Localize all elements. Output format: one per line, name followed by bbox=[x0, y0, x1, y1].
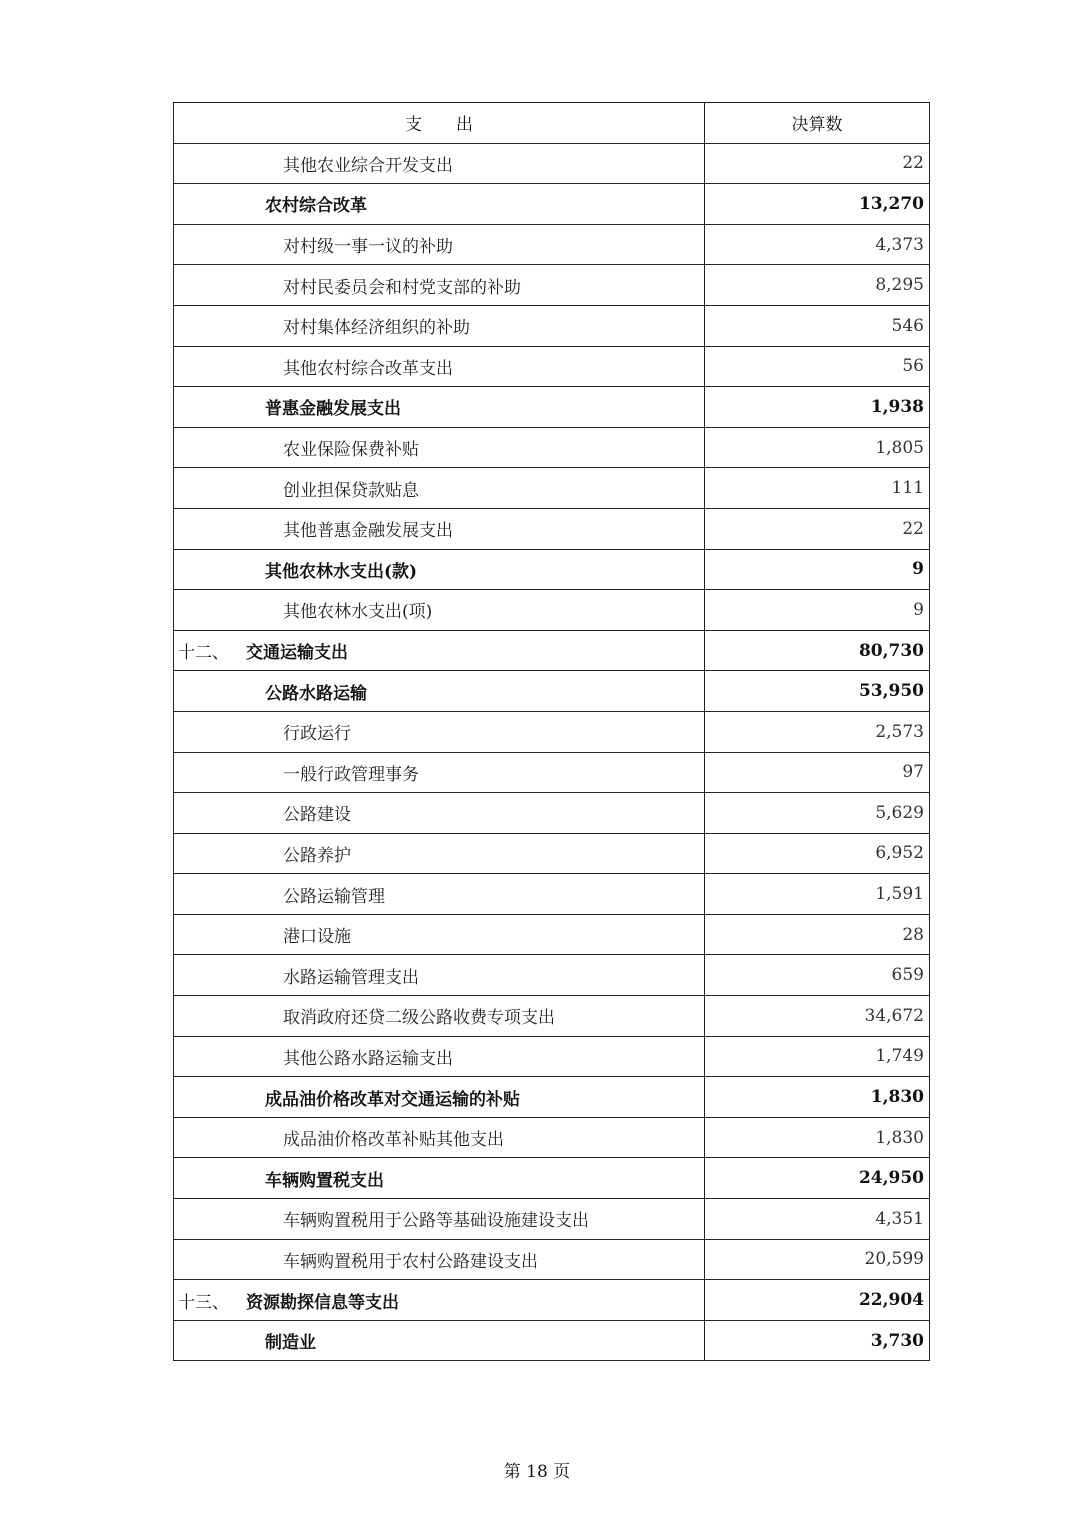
row-item-name bbox=[174, 914, 705, 955]
row-amount: 546 bbox=[705, 305, 930, 346]
row-item-name bbox=[174, 793, 705, 834]
table-row bbox=[174, 305, 930, 346]
row-item-label: 车辆购置税用于农村公路建设支出 bbox=[283, 1251, 538, 1272]
row-amount: 1,938 bbox=[705, 387, 930, 428]
table-row bbox=[174, 427, 930, 468]
row-item-name bbox=[174, 224, 705, 265]
row-item-label: 资源勘探信息等支出 bbox=[246, 1292, 399, 1313]
row-amount: 28 bbox=[705, 914, 930, 955]
row-item-label: 农村综合改革 bbox=[265, 196, 367, 217]
table-row bbox=[174, 630, 930, 671]
row-item-name bbox=[174, 1280, 705, 1321]
row-item-name bbox=[174, 305, 705, 346]
row-item-name bbox=[174, 508, 705, 549]
table-row bbox=[174, 224, 930, 265]
row-item-label: 其他农村综合改革支出 bbox=[283, 358, 453, 379]
row-amount: 1,749 bbox=[705, 1036, 930, 1077]
row-item-name bbox=[174, 1117, 705, 1158]
row-item-label: 一般行政管理事务 bbox=[283, 764, 419, 785]
row-item-label: 交通运输支出 bbox=[246, 643, 348, 664]
row-amount: 80,730 bbox=[705, 630, 930, 671]
row-item-name bbox=[174, 387, 705, 428]
row-item-name bbox=[174, 427, 705, 468]
row-item-name bbox=[174, 1077, 705, 1118]
page-number: 第 18 页 bbox=[503, 1462, 571, 1482]
row-item-label: 其他农业综合开发支出 bbox=[283, 155, 453, 176]
row-item-label: 水路运输管理支出 bbox=[283, 967, 419, 988]
row-item-name bbox=[174, 711, 705, 752]
row-item-label: 创业担保贷款贴息 bbox=[283, 480, 419, 501]
row-amount: 3,730 bbox=[705, 1320, 930, 1361]
table-row bbox=[174, 1158, 930, 1199]
row-item-name bbox=[174, 1036, 705, 1077]
row-item-label: 公路水路运输 bbox=[265, 683, 367, 704]
row-item-label: 其他普惠金融发展支出 bbox=[283, 521, 453, 542]
table-row bbox=[174, 833, 930, 874]
table-row bbox=[174, 184, 930, 225]
row-item-name bbox=[174, 996, 705, 1037]
row-amount: 4,351 bbox=[705, 1199, 930, 1240]
table-row bbox=[174, 711, 930, 752]
row-item-name bbox=[174, 1320, 705, 1361]
row-amount: 9 bbox=[705, 590, 930, 631]
row-item-label: 制造业 bbox=[265, 1333, 316, 1354]
table-row bbox=[174, 874, 930, 915]
row-item-name bbox=[174, 143, 705, 184]
table-row bbox=[174, 468, 930, 509]
row-item-label: 其他农林水支出(项) bbox=[283, 602, 433, 623]
table-row bbox=[174, 143, 930, 184]
row-amount: 34,672 bbox=[705, 996, 930, 1037]
row-item-name bbox=[174, 833, 705, 874]
table-row bbox=[174, 1036, 930, 1077]
row-item-label: 车辆购置税用于公路等基础设施建设支出 bbox=[283, 1211, 589, 1232]
row-amount: 56 bbox=[705, 346, 930, 387]
row-item-label: 公路养护 bbox=[283, 845, 351, 866]
table-row bbox=[174, 508, 930, 549]
table-row bbox=[174, 549, 930, 590]
row-amount: 1,591 bbox=[705, 874, 930, 915]
row-item-label: 成品油价格改革补贴其他支出 bbox=[283, 1130, 504, 1151]
row-item-name bbox=[174, 468, 705, 509]
table-row bbox=[174, 914, 930, 955]
table-row bbox=[174, 671, 930, 712]
row-item-name bbox=[174, 630, 705, 671]
row-item-name bbox=[174, 1158, 705, 1199]
row-amount: 1,805 bbox=[705, 427, 930, 468]
header-expenditure: 支 出 bbox=[174, 103, 705, 144]
header-final-amount: 决算数 bbox=[705, 103, 930, 144]
row-item-name bbox=[174, 1199, 705, 1240]
row-amount: 20,599 bbox=[705, 1239, 930, 1280]
row-item-name bbox=[174, 265, 705, 306]
row-amount: 659 bbox=[705, 955, 930, 996]
table-row bbox=[174, 1077, 930, 1118]
row-category-number: 十二、 bbox=[178, 643, 229, 664]
table-row bbox=[174, 1199, 930, 1240]
row-amount: 9 bbox=[705, 549, 930, 590]
row-amount: 6,952 bbox=[705, 833, 930, 874]
row-amount: 13,270 bbox=[705, 184, 930, 225]
row-item-label: 对村集体经济组织的补助 bbox=[283, 318, 470, 339]
row-amount: 53,950 bbox=[705, 671, 930, 712]
row-item-name bbox=[174, 590, 705, 631]
table-header-row bbox=[174, 103, 930, 144]
row-item-label: 其他公路水路运输支出 bbox=[283, 1048, 453, 1069]
row-amount: 1,830 bbox=[705, 1077, 930, 1118]
row-amount: 97 bbox=[705, 752, 930, 793]
table-row bbox=[174, 1280, 930, 1321]
row-item-name bbox=[174, 1239, 705, 1280]
table-row bbox=[174, 346, 930, 387]
row-item-name bbox=[174, 671, 705, 712]
row-amount: 22 bbox=[705, 508, 930, 549]
table-body bbox=[174, 143, 930, 1361]
row-item-label: 公路运输管理 bbox=[283, 886, 385, 907]
table-row bbox=[174, 955, 930, 996]
row-item-label: 成品油价格改革对交通运输的补贴 bbox=[265, 1089, 520, 1110]
row-amount: 1,830 bbox=[705, 1117, 930, 1158]
row-item-name bbox=[174, 874, 705, 915]
row-amount: 111 bbox=[705, 468, 930, 509]
table-row bbox=[174, 1117, 930, 1158]
table-row bbox=[174, 996, 930, 1037]
row-amount: 8,295 bbox=[705, 265, 930, 306]
row-item-label: 车辆购置税支出 bbox=[265, 1170, 384, 1191]
row-item-label: 其他农林水支出(款) bbox=[265, 561, 418, 582]
expenditure-table bbox=[173, 102, 930, 1361]
row-item-name bbox=[174, 346, 705, 387]
row-item-name bbox=[174, 184, 705, 225]
row-item-label: 行政运行 bbox=[283, 724, 351, 745]
row-item-label: 对村级一事一议的补助 bbox=[283, 237, 453, 258]
table-row bbox=[174, 752, 930, 793]
row-item-label: 普惠金融发展支出 bbox=[265, 399, 401, 420]
row-item-label: 港口设施 bbox=[283, 927, 351, 948]
table-row bbox=[174, 590, 930, 631]
row-amount: 2,573 bbox=[705, 711, 930, 752]
row-amount: 5,629 bbox=[705, 793, 930, 834]
row-item-label: 对村民委员会和村党支部的补助 bbox=[283, 277, 521, 298]
table-row bbox=[174, 1320, 930, 1361]
row-item-label: 取消政府还贷二级公路收费专项支出 bbox=[283, 1008, 555, 1029]
row-item-name bbox=[174, 955, 705, 996]
table-row bbox=[174, 387, 930, 428]
row-category-number: 十三、 bbox=[178, 1292, 229, 1313]
table-row bbox=[174, 793, 930, 834]
row-amount: 22,904 bbox=[705, 1280, 930, 1321]
row-amount: 22 bbox=[705, 143, 930, 184]
table-row bbox=[174, 1239, 930, 1280]
row-amount: 4,373 bbox=[705, 224, 930, 265]
row-item-label: 公路建设 bbox=[283, 805, 351, 826]
row-item-name bbox=[174, 752, 705, 793]
row-item-name bbox=[174, 549, 705, 590]
row-item-label: 农业保险保费补贴 bbox=[283, 440, 419, 461]
table-row bbox=[174, 265, 930, 306]
row-amount: 24,950 bbox=[705, 1158, 930, 1199]
